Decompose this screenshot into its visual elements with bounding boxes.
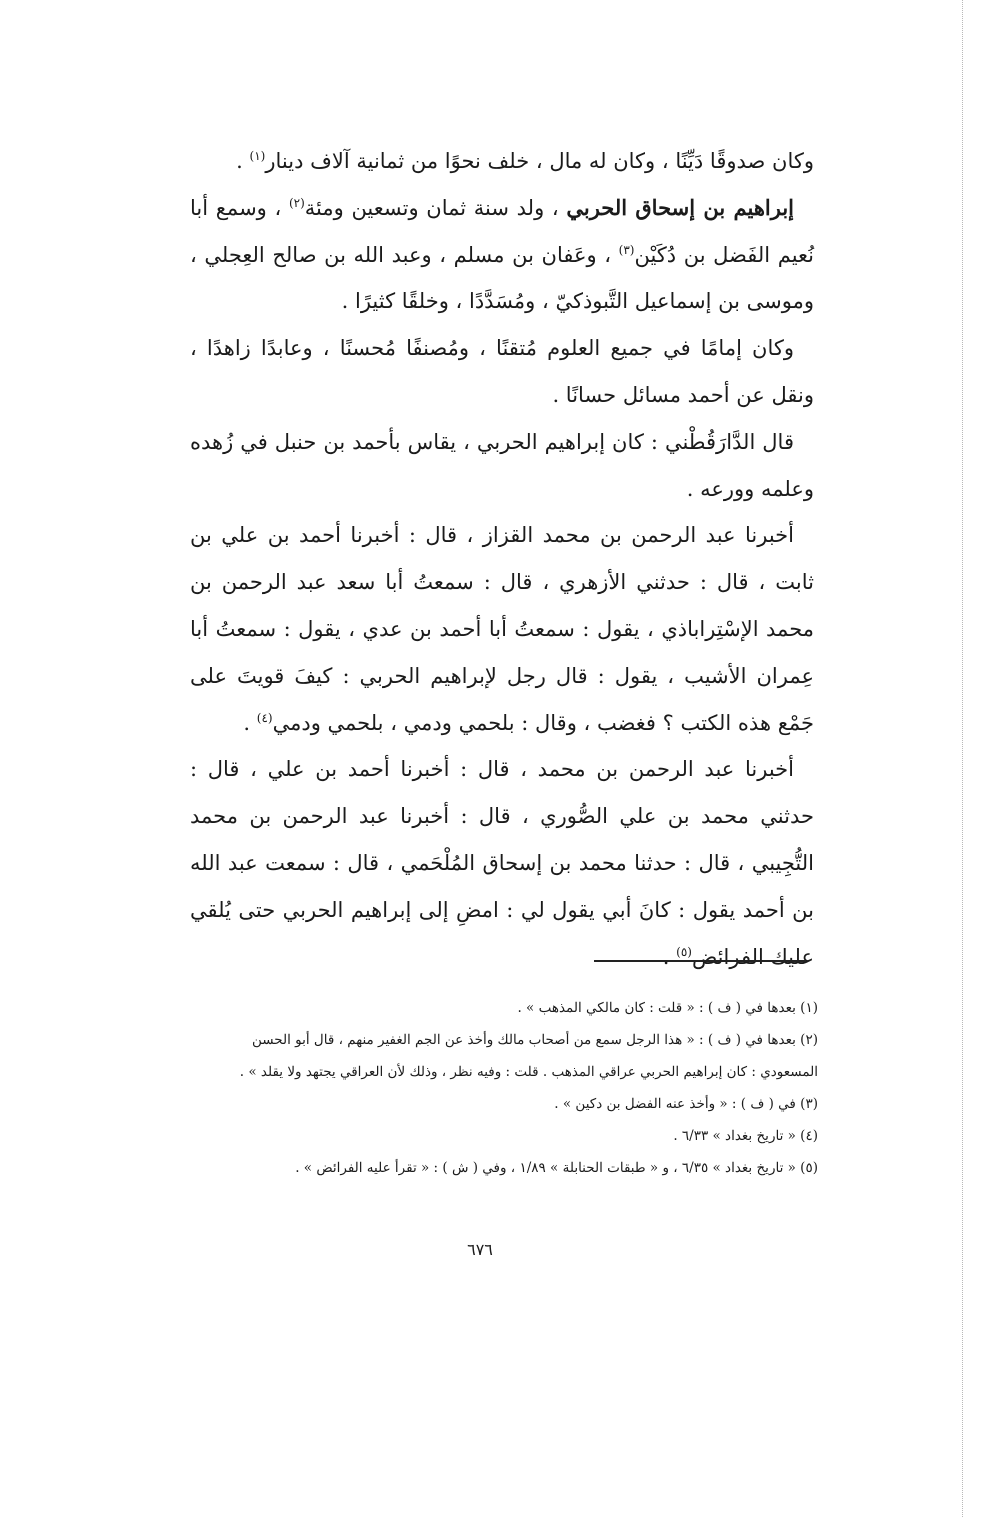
text-run: أخبرنا عبد الرحمن بن محمد ، قال : أخبرنا أحمد بن علي ، قال : حدثني محمد بن علي الصُّوري ، قال : أخبرنا عبد الرحمن بن محمد التُّجِيبي ، قال : حدثنا محمد بن إسحاق المُلْحَمي ، قال : سمعت عبد الله بن أحمد يقول : كانَ أبي يقول لي : امضِ إلى إبراهيم الحربي حتى يُلقي عليك الفرائض [190, 757, 814, 969]
footnote-line: المسعودي : كان إبراهيم الحربي عراقي المذهب . قلت : وفيه نظر ، وذلك لأن العراقي يجتهد ولا يقلد » . [239, 1064, 818, 1080]
footnote-line: (١) بعدها في ( ف ) : « قلت : كان مالكي المذهب » . [517, 1000, 818, 1016]
footnote-marker: (٤) [256, 710, 273, 725]
footnote-line: (٥) « تاريخ بغداد » ٦/٣٥ ، و « طبقات الحنابلة » ١/٨٩ ، وفي ( ش ) : « تقرأ عليه الفرائض » . [295, 1160, 818, 1176]
text-run: . [236, 149, 250, 173]
paragraph [190, 746, 814, 980]
text-run: ، وسمع أبا نُعيم الفَضل بن دُكَيْن [190, 195, 815, 267]
text-run: . [662, 944, 677, 969]
footnote-marker: (١) [249, 149, 266, 163]
footnote-line: (٣) في ( ف ) : « وأخذ عنه الفضل بن دكين » . [554, 1096, 818, 1112]
paragraph [190, 325, 814, 419]
entry-name: إبراهيم بن إسحاق الحربي [566, 194, 795, 220]
text-run: ، وعَفان بن مسلم ، وعبد الله بن صالح العِجلي ، وموسى بن إسماعيل التَّبوذكيّ ، ومُسَدَّدًا ، وخلقًا كثيرًا . [190, 242, 814, 314]
paragraph [190, 185, 814, 325]
main-text [190, 138, 814, 980]
paragraph [190, 419, 814, 513]
paragraph [190, 512, 814, 746]
footnotes [128, 992, 818, 1184]
text-run: وكان إمامًا في جميع العلوم مُتقنًا ، ومُصنفًا مُحسنًا ، وعابدًا زاهدًا ، ونقل عن أحمد مسائل حسانًا . [190, 336, 814, 407]
footnote-marker: (٣) [618, 242, 635, 257]
text-run: . [243, 710, 257, 735]
footnote-line: (٢) بعدها في ( ف ) : « هذا الرجل سمع من أصحاب مالك وأخذ عن الجم الغفير منهم ، قال أبو الحسن [251, 1032, 818, 1048]
text-run: أخبرنا عبد الرحمن بن محمد القزاز ، قال : أخبرنا أحمد بن علي بن ثابت ، قال : حدثني الأزهري ، قال : سمعتُ أبا سعد عبد الرحمن بن محمد الإسْتِراباذي ، يقول : سمعتُ أبا أحمد بن عدي ، يقول : سمعتُ أبا عِمران الأشيب ، يقول : قال رجل لإبراهيم الحربي : كيفَ قويتَ على جَمْع هذه الكتب ؟ فغضب ، وقال : بلحمي ودمي ، بلحمي ودمي [190, 523, 814, 735]
text-run: ، ولد سنة ثمان وتسعين ومئة [304, 195, 567, 220]
footnote-line: (٤) « تاريخ بغداد » ٦/٣٣ . [673, 1128, 818, 1144]
page-number: ٦٧٦ [467, 1240, 493, 1259]
footnote-marker: (٢) [288, 195, 305, 210]
page-edge-line [962, 0, 963, 1517]
footnote-marker: (٥) [676, 944, 692, 959]
footnote-separator [594, 960, 806, 962]
text-run: وكان صدوقًا دَيِّنًا ، وكان له مال ، خلف نحوًا من ثمانية آلاف دينار [265, 149, 814, 173]
text-run: قال الدَّارَقُطْني : كان إبراهيم الحربي ، يقاس بأحمد بن حنبل في زُهده وعلمه وورعه . [190, 429, 814, 501]
paragraph [190, 138, 814, 185]
